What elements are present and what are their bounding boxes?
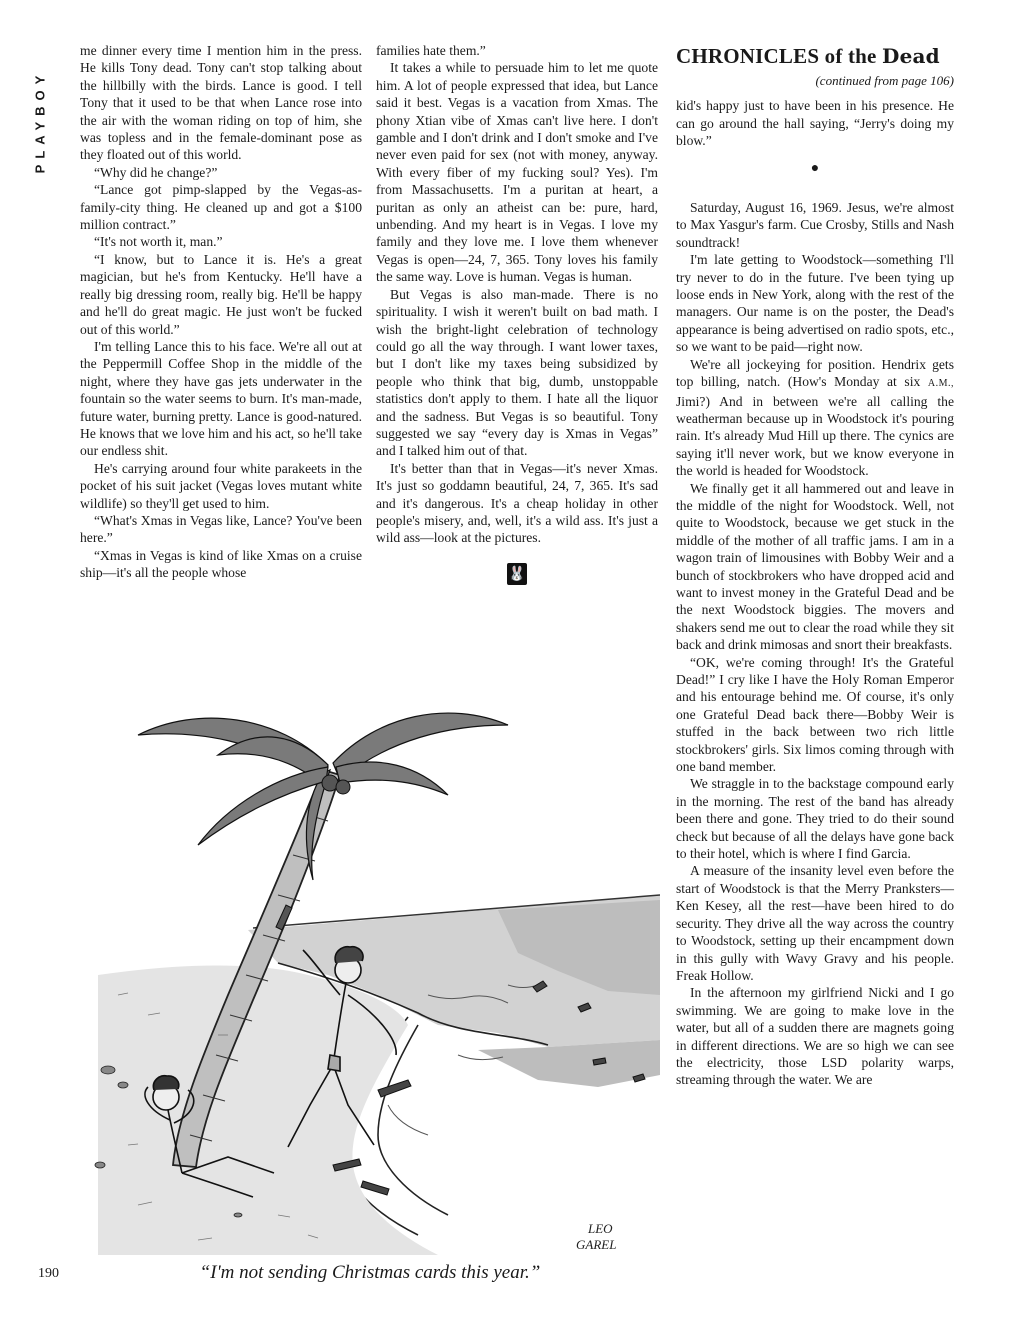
paragraph: I'm late getting to Woodstock—something I'll try never to do in the future. I've been tying up loose ends in New York, along with the rest of the managers. Our name is on the poster, the Dead's appearance is being advertised on radio spots, etc., so we want to be paid—right now. bbox=[676, 252, 954, 355]
masthead-text: PLAYBOY bbox=[32, 69, 48, 173]
paragraph: In the afternoon my girlfriend Nicki and I go swimming. We are going to make love in the water, but all of a sudden there are magnets going in different directions. We are so high we can see the electricity, those LSD polarity warps, streaming through the water. We are bbox=[676, 985, 954, 1088]
paragraph: I'm telling Lance this to his face. We're all out at the Peppermill Coffee Shop in the middle of the night, where they have gas jets underwater in the fountain so the water seems to burn. It's man-made, future water, burning pretty. Lance is good-natured. He knows that we love him and his act, so he'll take our endless shit. bbox=[80, 338, 362, 459]
paragraph: Saturday, August 16, 1969. Jesus, we're almost to Max Yasgur's farm. Cue Crosby, Stills and Nash soundtrack! bbox=[676, 200, 954, 250]
paragraph: It takes a while to persuade him to let me quote him. A lot of people expressed that idea, but Lance said it best. Vegas is a vacation from Xmas. The phony Xtian vibe of Xmas can't live here. I don't gamble and I don't drink and I don't smoke and I've never even paid for sex (not with money, anyway. With every fiber of my fucking soul? Yes). I'm from Massachusetts. I'm a puritan at heart, a puritan as only an atheist can be: pure, hard, unbending. And my heart is in Vegas. I love my family and they love me. I love them whenever Vegas is open—24, 7, 365. Tony loves his family the same way. Love is human. Vegas is human. bbox=[376, 60, 658, 285]
section-title-text: CHRONICLES of the bbox=[676, 44, 877, 68]
paragraph: He's carrying around four white parakeets in the pocket of his suit jacket (Vegas loves mutant white wildlife) so they'll get used to him. bbox=[80, 460, 362, 511]
section-bullet: ● bbox=[810, 160, 820, 176]
section-title-blackletter: Dead bbox=[882, 44, 940, 68]
column-3 bbox=[676, 42, 954, 1089]
paragraph: “Xmas in Vegas is kind of like Xmas on a cruise ship—it's all the people whose bbox=[80, 547, 362, 581]
masthead-vertical bbox=[30, 46, 50, 196]
paragraph: “OK, we're coming through! It's the Grateful Dead!” I cry like I have the Holy Roman Emperor and his entourage behind me. Of course, it's only one Grateful Dead back there—Bobby Weir is stuffed in the back between two rich little stockbrokers' girls. Six limos coming through with one band member. bbox=[676, 654, 954, 775]
page-number: 190 bbox=[38, 1266, 59, 1281]
paragraph: “Why did he change?” bbox=[94, 164, 218, 180]
paragraph: “I know, but to Lance it is. He's a great magician, but he's from Kentucky. He'll have a really big dressing room, really big. He'll be happy and he'll do great magic. He just won't be fucked out of this world.” bbox=[80, 251, 362, 337]
beach-sand-wash bbox=[98, 966, 438, 1255]
paragraph: kid's happy just to have been in his presence. He can go around the hall saying, “Jerry's doing my blow.” bbox=[676, 98, 954, 149]
continued-note: (continued from page 106) bbox=[815, 73, 954, 88]
paragraph: “It's not worth it, man.” bbox=[94, 234, 223, 250]
column-2 bbox=[376, 42, 658, 585]
paragraph: me dinner every time I mention him in the press. He kills Tony dead. Tony can't stop talking about the hillbilly with the birds. Lance is good. I tell Tony that it used to be that when Lance rose into the air with the woman riding on top of him, she was topless and in the female-dominant pose as they floated out of this world. bbox=[80, 43, 362, 163]
artist-signature: LEO bbox=[588, 1221, 613, 1236]
cartoon-illustration bbox=[78, 695, 660, 1263]
section-title bbox=[676, 44, 954, 68]
playboy-bunny-endmark-icon: 🐰 bbox=[507, 563, 527, 585]
paragraph: “What's Xmas in Vegas like, Lance? You've been here.” bbox=[80, 512, 362, 546]
artist-signature: GAREL bbox=[576, 1237, 617, 1252]
paragraph: We straggle in to the backstage compound early in the morning. The rest of the band has already been there and gone. They tried to do their sound check but because of all the delays have gone back to their hotel, which is where I find Garcia. bbox=[676, 776, 954, 862]
paragraph: A measure of the insanity level even before the start of Woodstock is that the Merry Pranksters—Ken Kesey, all the rest—have been hired to do security. They drive all the way across the country to Woodstock, setting up their encampment down in this gully with Wavy Gravy and his people. Freak Hollow. bbox=[676, 863, 954, 983]
paragraph: But Vegas is also man-made. There is no spirituality. I wish it weren't built on bad math. I wish the bright-light celebration of technology could go all the way through. I want lower taxes, but I don't like my taxes being subsidized by people who think that big, dumb, unstoppable statistics don't apply to them. I hate all the liquor and the sadness. But Vegas is so beautiful. Tony suggested we say “every day is Xmas in Vegas” and I talked him out of that. bbox=[376, 286, 658, 459]
small-caps-am: A.M., bbox=[927, 378, 954, 390]
paragraph bbox=[676, 356, 954, 480]
text-run: Jimi?) And in between we're all calling the weatherman because up in Woodstock it's pouring rain. It's already Mud Hill up there. The cynics are saying it'll never work, but we know everyone in the world is headed for Woodstock. bbox=[676, 393, 954, 479]
cartoon-caption: “I'm not sending Christmas cards this year.” bbox=[199, 1262, 541, 1283]
paragraph: families hate them.” bbox=[376, 43, 486, 58]
text-run: We're all jockeying for position. Hendrix gets top billing, natch. (How's Monday at six bbox=[676, 356, 954, 390]
column-1 bbox=[80, 42, 362, 582]
paragraph: We finally get it all hammered out and leave in the middle of the night for Woodstock. Well, not quite to Woodstock, because we get stuck in the middle of the mother of all traffic jams. I am in a wagon train of limousines with Bobby Weir and a bunch of stockbrokers who have dropped acid and want to invest money in the Grateful Dead and be the next Woodstock biggies. The movers and shakers send me out to clear the road while they sit back and drink mimosas and snort their breakfasts. bbox=[676, 480, 954, 653]
paragraph: “Lance got pimp-slapped by the Vegas-as-family-city thing. He cleaned up and got a $100 million contract.” bbox=[80, 182, 362, 233]
paragraph: It's better than that in Vegas—it's never Xmas. It's just so goddamn beautiful, 24, 7, 365. It's sad and it's dangerous. It's a cheap holiday in other people's misery, and, well, it's a wild ass. It's just a wild ass—look at the pictures. bbox=[376, 460, 658, 546]
